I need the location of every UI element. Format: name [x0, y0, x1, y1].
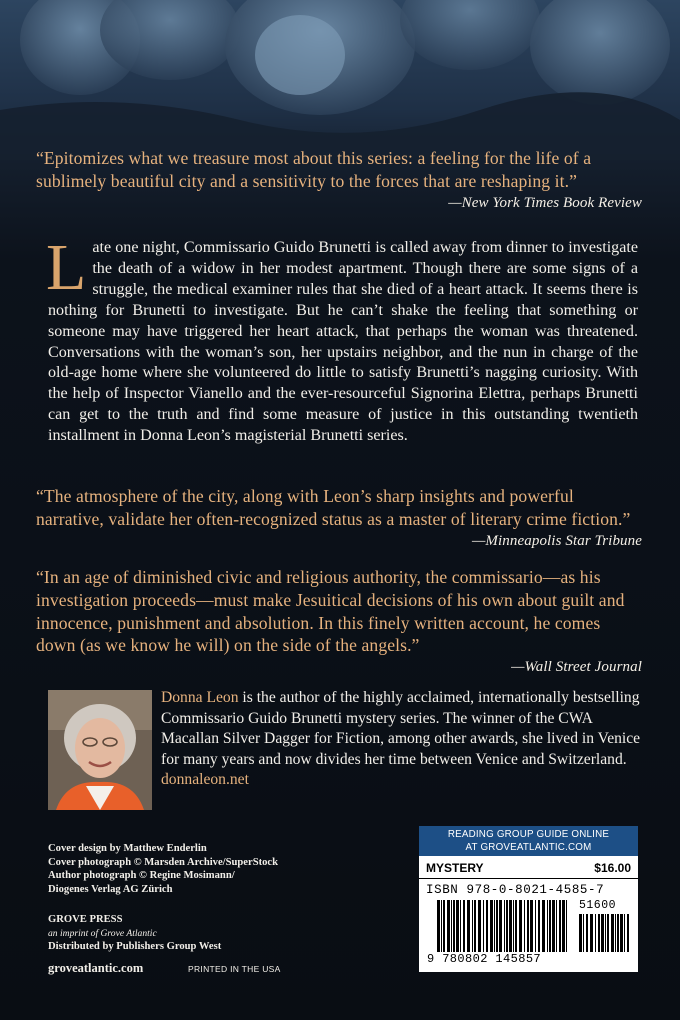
quote-source: —Minneapolis Star Tribune	[471, 532, 642, 549]
quote-text: “In an age of diminished civic and religious authority, the commissario—as his investigation proceeds—must make Jesuitical decisions of his own about guilt and innocence, punishment and absolution. In this finely written account, he comes down (as we know he will) on the side of the angels.”	[36, 567, 625, 656]
drop-cap: L	[46, 231, 87, 304]
barcode-bar	[598, 914, 600, 952]
barcode-bar	[566, 900, 567, 952]
barcode-bar	[483, 900, 484, 952]
barcode-bar	[513, 900, 514, 952]
review-quote-nyt	[36, 147, 642, 213]
photo-credits	[48, 842, 278, 896]
barcode-bar	[490, 900, 493, 952]
barcode-bar	[451, 900, 452, 952]
barcode-bar	[552, 900, 555, 952]
barcode-bar	[506, 900, 508, 952]
barcode-bar	[527, 900, 529, 952]
barcode-bar	[601, 914, 604, 952]
barcode-bar	[453, 900, 455, 952]
barcode-bar	[447, 900, 450, 952]
barcode-bar	[617, 914, 619, 952]
barcode-bar	[607, 914, 609, 952]
barcode-bar	[627, 914, 629, 952]
barcode-bar	[494, 900, 495, 952]
barcode-bar	[504, 900, 505, 952]
reading-group-guide-banner	[419, 826, 638, 856]
barcode-bar	[524, 900, 525, 952]
barcode-bar	[499, 900, 502, 952]
barcode-bar	[542, 900, 545, 952]
quote-text: “The atmosphere of the city, along with Leon’s sharp insights and powerful narrative, validate her often-recognized status as a master of literary crime fiction.”	[36, 486, 631, 529]
publisher-info	[48, 913, 221, 954]
barcode-bar	[519, 900, 522, 952]
review-quote-star-tribune	[36, 485, 642, 551]
barcode-bar	[605, 914, 606, 952]
barcode-bar	[624, 914, 625, 952]
reading-guide-line1: READING GROUP GUIDE ONLINE	[447, 829, 610, 840]
barcode-bar	[443, 900, 445, 952]
author-bio-text: is the author of the highly acclaimed, internationally bestselling Commissario Guido Brunetti mystery series. The winner of the CWA Macallan Silver Dagger for Fiction, among other awards, she lived in Venice for many years and now divides her time between Venice and Switzerland.	[161, 689, 641, 768]
barcode-bar	[467, 900, 470, 952]
publisher-imprint: an imprint of Grove Atlantic	[48, 927, 157, 939]
barcode-header	[426, 861, 631, 875]
barcode-panel	[419, 856, 638, 972]
barcode-bar	[562, 900, 565, 952]
credit-author-photo: Author photograph © Regine Mosimann/	[48, 870, 235, 881]
barcode-divider	[419, 878, 638, 879]
quote-text: “Epitomizes what we treasure most about this series: a feeling for the life of a sublimely beautiful city and a sensitivity to the forces that are reshaping it.”	[36, 148, 592, 191]
barcode-bar	[538, 900, 540, 952]
barcode-bar	[535, 900, 536, 952]
barcode-bar	[460, 900, 461, 952]
cover-photo-statue	[0, 0, 680, 160]
barcode-bar	[515, 900, 517, 952]
barcode-bar	[486, 900, 488, 952]
barcode-bar	[611, 914, 614, 952]
barcode-bar	[441, 900, 442, 952]
author-photo	[48, 690, 152, 810]
barcode-bar	[478, 900, 481, 952]
publisher-distributor: Distributed by Publishers Group West	[48, 941, 222, 952]
barcode-bar	[615, 914, 616, 952]
barcode-bar	[579, 914, 582, 952]
barcode-bar	[509, 900, 512, 952]
quote-source: —New York Times Book Review	[448, 194, 642, 211]
reading-guide-line2: AT GROVEATLANTIC.COM	[465, 842, 592, 853]
price-code: 51600	[579, 899, 617, 912]
isbn-text: ISBN 978-0-8021-4585-7	[426, 883, 605, 897]
price-label: $16.00	[594, 861, 631, 875]
ean-number: 9 780802 145857	[427, 952, 542, 966]
author-bio	[161, 688, 641, 791]
barcode-bar	[463, 900, 465, 952]
quote-source: —Wall Street Journal	[511, 659, 642, 676]
credit-cover-photo: Cover photograph © Marsden Archive/SuperStock	[48, 856, 278, 868]
barcode-bar	[530, 900, 533, 952]
synopsis-text: ate one night, Commissario Guido Brunetti is called away from dinner to investigate the death of a widow in her modest apartment. Though there are some signs of a struggle, the medical examiner rules that she died of a heart attack. It seems there is nothing for Brunetti to investigate. But he can’t shake the feeling that something or someone may have triggered her heart attack, that perhaps the woman was threatened. Conversations with the woman’s son, her upstairs neighbor, and the nun in charge of the old-age home where she volunteered do little to satisfy Brunetti’s nagging curiosity. With the help of Inspector Vianello and the ever-resourceful Signorina Elettra, perhaps Brunetti can get to the truth and find some measure of justice in this outstanding twentieth installment in Donna Leon’s magisterial Brunetti series.	[48, 239, 638, 445]
barcode-bar	[590, 914, 593, 952]
barcode-bar	[586, 914, 588, 952]
barcode-bar	[474, 900, 476, 952]
barcode-bar	[595, 914, 596, 952]
barcode-bar	[437, 900, 440, 952]
author-name: Donna Leon	[161, 689, 239, 706]
barcode-bar	[472, 900, 473, 952]
genre-label: MYSTERY	[426, 861, 484, 875]
publisher-website-link[interactable]: groveatlantic.com	[48, 961, 144, 975]
barcode-bar	[496, 900, 498, 952]
credit-cover-design: Cover design by Matthew Enderlin	[48, 843, 207, 854]
barcode-bar	[583, 914, 584, 952]
printed-in-usa: PRINTED IN THE USA	[188, 964, 281, 974]
barcode-bar	[456, 900, 459, 952]
barcode-bar	[559, 900, 561, 952]
synopsis	[46, 231, 638, 447]
credit-author-photo-cont: Diogenes Verlag AG Zürich	[48, 883, 173, 895]
publisher-name: GROVE PRESS	[48, 914, 123, 925]
barcode-bar	[556, 900, 557, 952]
barcode-bar	[547, 900, 548, 952]
review-quote-wsj	[36, 566, 642, 677]
barcode-bar	[549, 900, 551, 952]
author-website-link[interactable]: donnaleon.net	[161, 771, 249, 789]
barcode-bar	[620, 914, 623, 952]
